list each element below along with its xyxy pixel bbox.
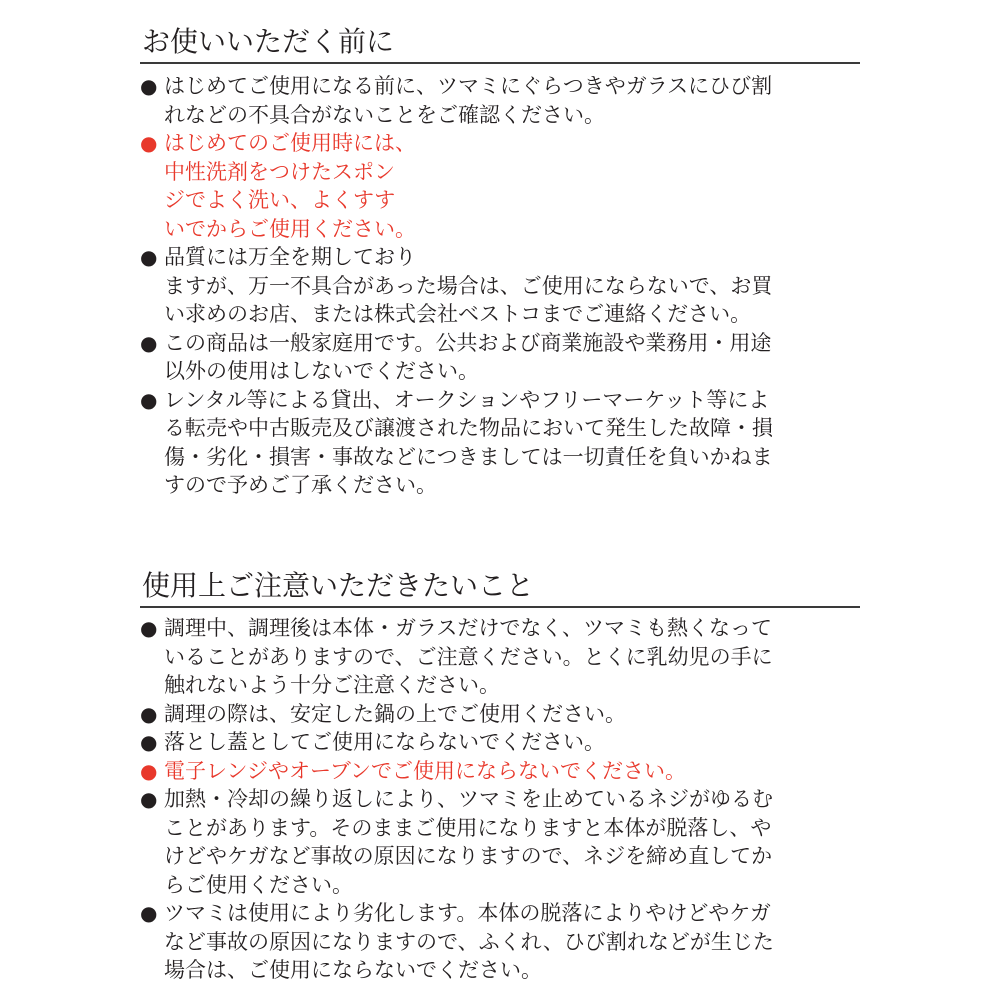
- before-use-section: [140, 22, 860, 500]
- bullet-icon: ●: [140, 701, 158, 726]
- before-use-item-household: [140, 329, 860, 386]
- before-use-list: [140, 72, 860, 500]
- usage-cautions-heading: 使用上ご注意いただきたいこと: [140, 566, 860, 608]
- item-text: 調理の際は、安定した鍋の上でご使用ください。: [164, 701, 626, 726]
- item-text: 電子レンジやオーブンでご使用にならないでください。: [164, 758, 687, 783]
- usage-cautions-section: [140, 566, 860, 985]
- item-text: 調理中、調理後は本体・ガラスだけでなく、ツマミも熱くなって いることがありますので、ご注意ください。とくに乳幼児の手に 触れないよう十分ご注意ください。: [164, 616, 773, 697]
- before-use-item-wash-warning: [140, 129, 860, 243]
- bullet-icon: ●: [140, 901, 158, 925]
- item-text: はじめてのご使用時には、 中性洗剤をつけたスポン ジでよく洗い、よくすす いでからご使用ください。: [164, 131, 416, 241]
- caution-item-stable-pot: [140, 700, 860, 729]
- caution-item-knob-deterioration: [140, 899, 860, 985]
- bullet-icon: ●: [140, 758, 158, 783]
- usage-cautions-list: [140, 614, 860, 985]
- bullet-icon: ●: [140, 245, 158, 269]
- item-text: レンタル等による貸出、オークションやフリーマーケット等によ る転売や中古販売及び譲渡された物品において発生した故障・損 傷・劣化・損害・事故などにつきましては一切責任を負いかねま すので予めご了承ください。: [164, 387, 773, 497]
- before-use-heading: お使いいただく前に: [140, 22, 860, 64]
- bullet-icon: ●: [140, 131, 158, 155]
- item-text: 加熱・冷却の繰り返しにより、ツマミを止めているネジがゆるむ ことがあります。そのままご使用になりますと本体が脱落し、や けどやケガなど事故の原因になりますので、ネジを締め直してか らご使用ください。: [164, 787, 773, 897]
- before-use-item-quality: [140, 243, 860, 329]
- item-text: はじめてご使用になる前に、ツマミにぐらつきやガラスにひび割 れなどの不具合がないことをご確認ください。: [164, 74, 773, 127]
- item-text: 品質には万全を期しており ますが、万一不具合があった場合は、ご使用にならないで、お買 い求めのお店、または株式会社ベストコまでご連絡ください。: [164, 245, 773, 326]
- before-use-item-inspection: [140, 72, 860, 129]
- before-use-item-resale-disclaimer: [140, 386, 860, 500]
- item-text: この商品は一般家庭用です。公共および商業施設や業務用・用途 以外の使用はしないでください。: [164, 330, 772, 383]
- caution-item-drop-lid: [140, 728, 860, 757]
- item-text: 落とし蓋としてご使用にならないでください。: [164, 730, 605, 754]
- bullet-icon: ●: [140, 787, 158, 811]
- bullet-icon: ●: [140, 387, 158, 412]
- caution-item-heat: [140, 614, 860, 700]
- caution-item-loose-screw: [140, 785, 860, 899]
- bullet-icon: ●: [140, 730, 158, 754]
- bullet-icon: ●: [140, 616, 158, 640]
- bullet-icon: ●: [140, 330, 158, 355]
- caution-item-microwave-warning: [140, 757, 860, 786]
- item-text: ツマミは使用により劣化します。本体の脱落によりやけどやケガ など事故の原因になりますので、ふくれ、ひび割れなどが生じた 場合は、ご使用にならないでください。: [164, 901, 774, 982]
- bullet-icon: ●: [140, 74, 158, 98]
